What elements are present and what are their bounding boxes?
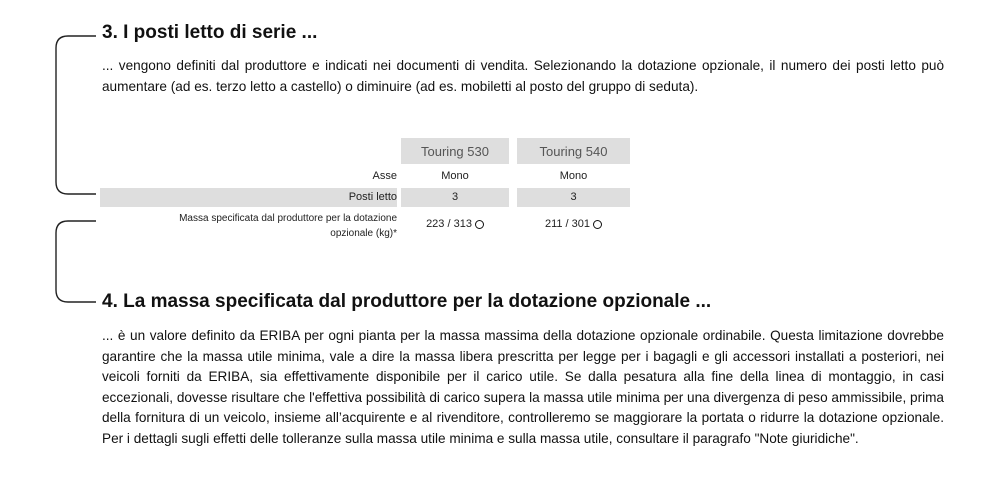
row-label-massa-line-2: opzionale (kg)* [330, 228, 397, 239]
cell-massa-540 [517, 218, 630, 230]
section-4-heading: 4. La massa specificata dal produttore per la dotazione opzionale ... [102, 291, 712, 312]
column-header-touring-540: Touring 540 [517, 138, 630, 164]
cell-asse-540: Mono [559, 170, 588, 182]
bracket-upper [56, 36, 96, 194]
circle-icon [593, 220, 602, 229]
section-4-body: ... è un valore definito da ERIBA per ogni pianta per la massa massima della dotazione opzionale ordinabile. Questa limitazione dovrebbe garantire che la massa utile minima, vale a dire la massa libera prescritta per legge per i bagagli e gli accessori installati a posteriori, nei veicoli forniti da ERIBA, sia effettivamente disponibile per il carico utile. Se dalla pesatura alla fine della linea di montaggio, in casi eccezionali, dovesse risultare che l'effettiva possibilità di carico supera la massa utile minima per una divergenza di peso ammissibile, prima della fornitura di un veicolo, insieme all’acquirente e al rivenditore, controlleremo se maggiorare la portata o ridurre la dotazione opzionale. Per i dettagli sugli effetti delle tolleranze sulla massa utile minima e sulla massa utile, consultare il paragrafo "Note giuridiche". [102, 328, 944, 446]
section-3-body: ... vengono definiti dal produttore e indicati nei documenti di vendita. Selezionando la dotazione opzionale, il numero dei posti letto può aumentare (ad es. terzo letto a castello) o diminuire (ad es. mobiletti al posto del gruppo di seduta). [102, 58, 944, 94]
column-header-touring-530: Touring 530 [401, 138, 509, 164]
row-label-massa-line-1: Massa specificata dal produttore per la dotazione [179, 213, 397, 224]
cell-massa-540-value: 211 / 301 [544, 218, 591, 230]
cell-asse-530: Mono [441, 170, 469, 182]
circle-icon [475, 220, 484, 229]
cell-massa-530-value: 223 / 313 [426, 218, 472, 230]
cell-massa-530 [401, 218, 509, 230]
row-label-posti-letto: Posti letto [348, 191, 397, 203]
row-label-asse: Asse [372, 170, 397, 182]
row-label-massa [100, 211, 397, 241]
cell-posti-530: 3 [451, 191, 459, 203]
section-3-heading: 3. I posti letto di serie ... [102, 22, 318, 43]
cell-posti-540: 3 [570, 191, 577, 203]
bracket-lower [56, 221, 96, 302]
